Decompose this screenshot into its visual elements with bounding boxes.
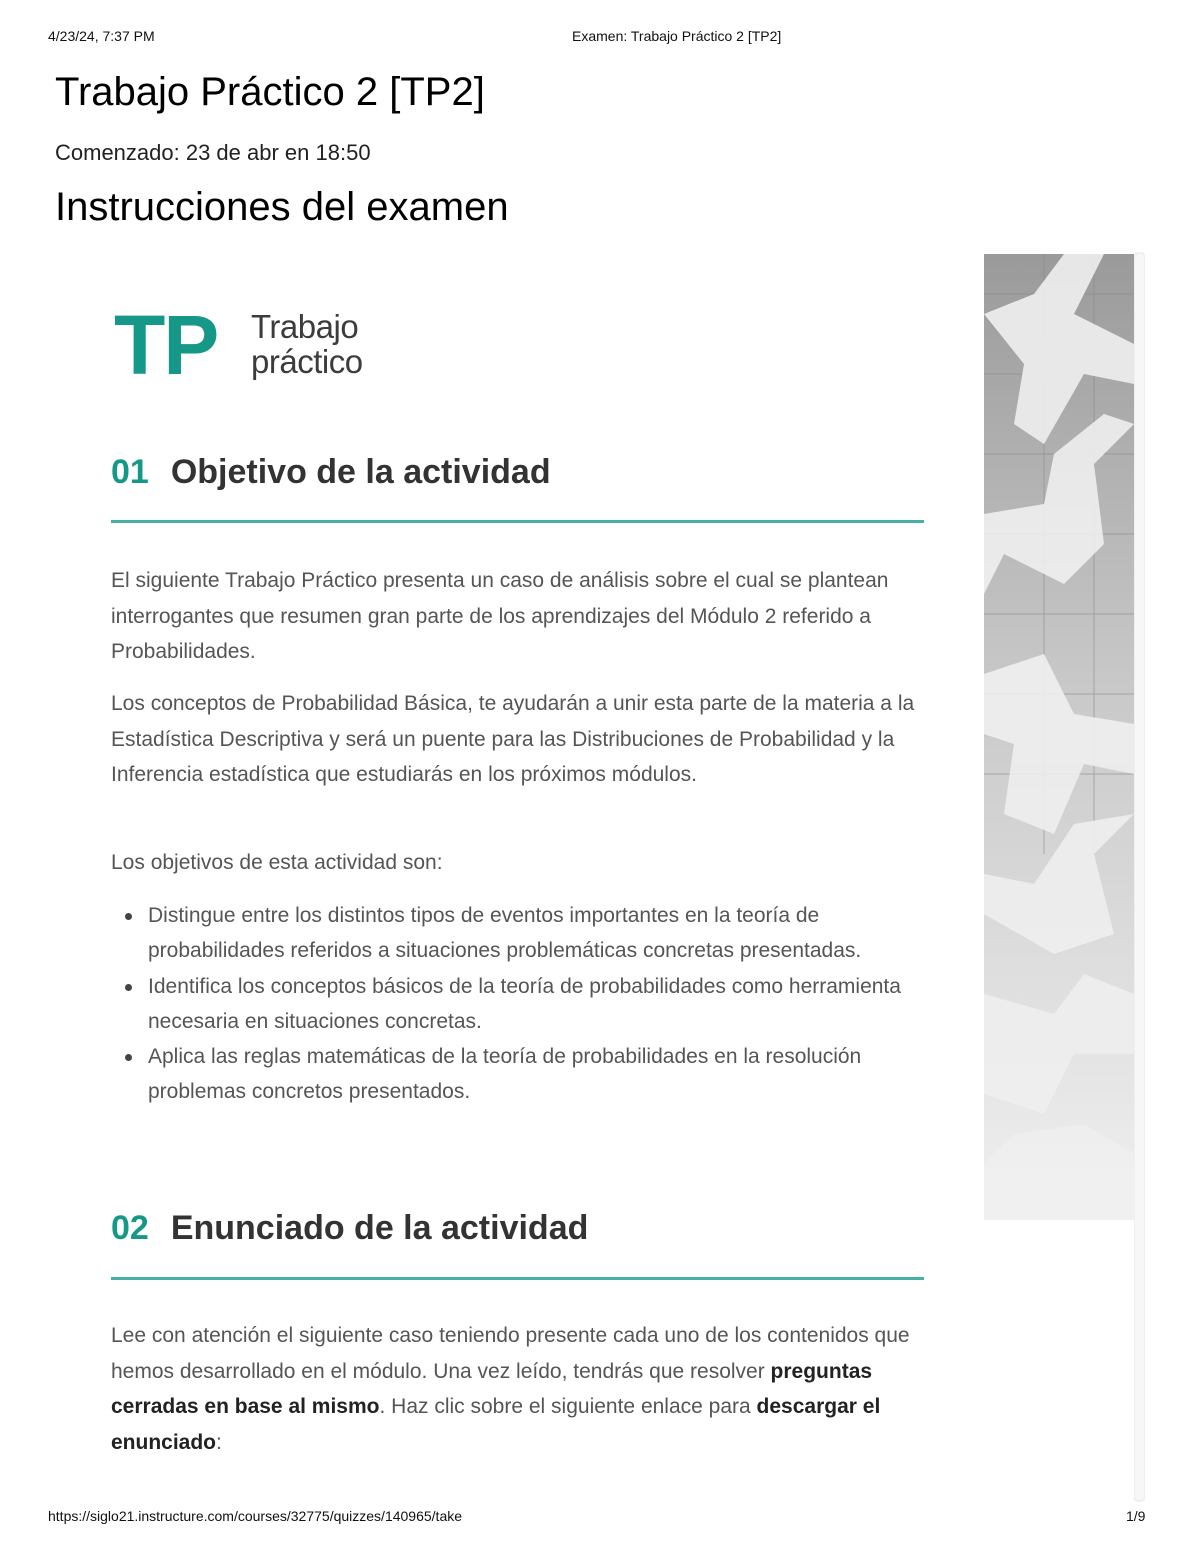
- objectives-list: [111, 898, 926, 1110]
- content-scrollbar[interactable]: [1134, 252, 1145, 1502]
- list-item: Aplica las reglas matemáticas de la teoría de probabilidades en la resolución problemas concretos presentados.: [111, 1039, 926, 1110]
- statement-text: :: [216, 1430, 222, 1454]
- objectives-intro: Los objetivos de esta actividad son:: [111, 851, 443, 874]
- objective-paragraph-2: Los conceptos de Probabilidad Básica, te ayudarán a unir esta parte de la materia a la Estadística Descriptiva y será un puente para las Distribuciones de Probabilidad y la Inferencia estadística que estudiarás en los próximos módulos.: [111, 692, 915, 786]
- logo-word-trabajo: Trabajo: [251, 308, 359, 345]
- section-divider: [111, 520, 924, 523]
- section-number: 01: [111, 453, 149, 491]
- started-timestamp: Comenzado: 23 de abr en 18:50: [55, 140, 371, 165]
- section-title: Enunciado de la actividad: [170, 1209, 589, 1247]
- statement-text: . Haz clic sobre el siguiente enlace para: [379, 1395, 757, 1418]
- scrollbar-thumb[interactable]: [1135, 254, 1144, 1500]
- decorative-architecture-image: [984, 254, 1134, 1220]
- section-heading-enunciado: [111, 1209, 588, 1248]
- print-url: https://siglo21.instructure.com/courses/32775/quizzes/140965/take: [48, 1508, 463, 1524]
- list-item: Identifica los conceptos básicos de la teoría de probabilidades como herramienta necesaria en situaciones concretas.: [111, 969, 926, 1040]
- list-item: Distingue entre los distintos tipos de eventos importantes en la teoría de probabilidades referidos a situaciones problemáticas concretas presentadas.: [111, 898, 926, 969]
- logo-word-practico: práctico: [251, 343, 363, 380]
- print-datetime: 4/23/24, 7:37 PM: [48, 28, 155, 44]
- print-page-number: 1/9: [1126, 1508, 1146, 1524]
- section-title: Objetivo de la actividad: [170, 453, 551, 491]
- statement-paragraph: [111, 1318, 926, 1460]
- section-number: 02: [111, 1209, 149, 1247]
- logo-letters: TP: [114, 298, 218, 392]
- section-heading-objetivo: [111, 453, 551, 492]
- instructions-heading: Instrucciones del examen: [55, 185, 509, 229]
- print-tab-title: Examen: Trabajo Práctico 2 [TP2]: [572, 28, 782, 44]
- statement-emphasis: descargar el enunciado: [111, 1395, 881, 1454]
- statement-text: Lee con atención el siguiente caso teniendo presente cada uno de los contenidos que hemos desarrollado en el módulo. Una vez leído, tendrás que resolver: [111, 1324, 910, 1383]
- section-divider: [111, 1277, 924, 1280]
- objective-paragraph-1: El siguiente Trabajo Práctico presenta un caso de análisis sobre el cual se plantean interrogantes que resumen gran parte de los aprendizajes del Módulo 2 referido a Probabilidades.: [111, 569, 889, 663]
- statement-emphasis: preguntas cerradas en base al mismo: [111, 1359, 873, 1418]
- page-title: Trabajo Práctico 2 [TP2]: [55, 70, 485, 114]
